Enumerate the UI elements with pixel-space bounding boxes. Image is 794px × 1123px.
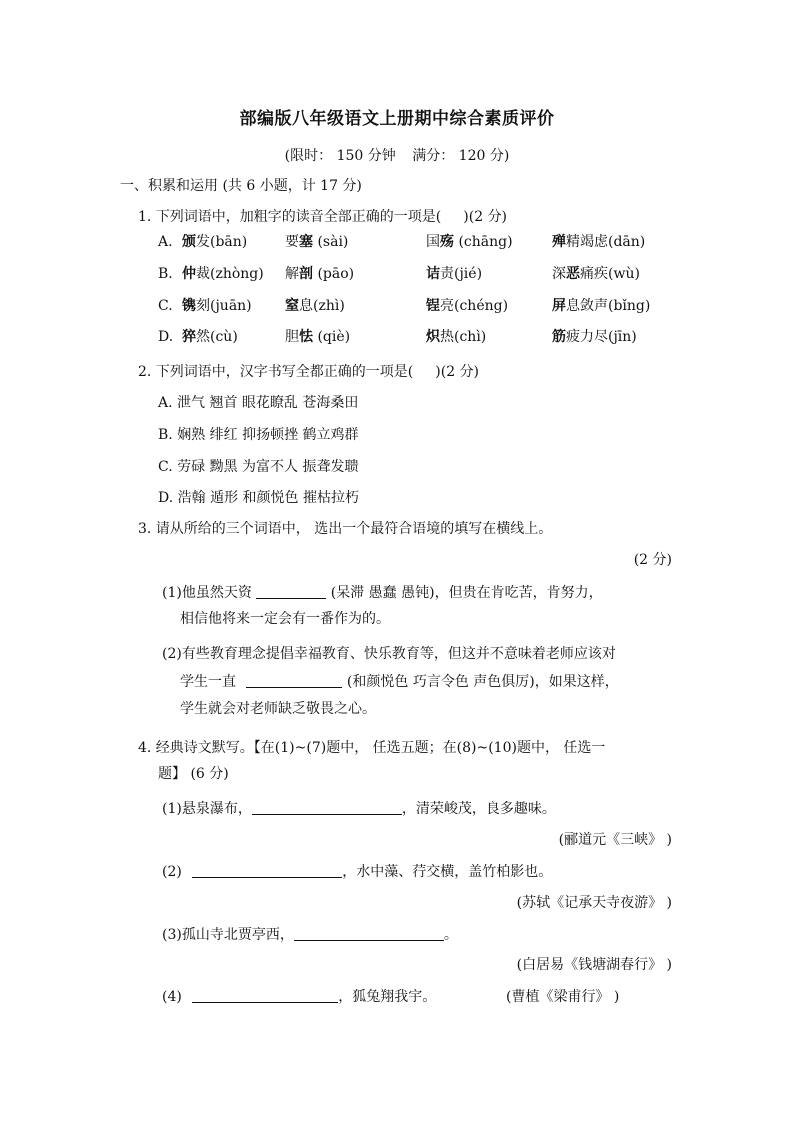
word-rest: 热(chì): [440, 329, 487, 345]
bold-character: 炽: [426, 329, 440, 345]
option-word: [426, 232, 513, 252]
word-rest: (pāo): [313, 266, 355, 282]
word-rest: 息敛声(bǐng): [566, 298, 651, 314]
option-label: D.: [158, 329, 174, 345]
question-2-option-c: C. 劳碌 黝黑 为富不人 振聋发聩: [158, 459, 359, 475]
question-4-item-1-source: (郦道元《三峡》 ): [558, 832, 672, 848]
option-word: [285, 264, 354, 284]
option-word: [426, 296, 508, 316]
section-heading: 一、积累和运用 (共 6 小题，计 17 分): [120, 178, 362, 194]
question-4-item-4-source: (曹植《梁甫行》 ): [506, 989, 620, 1005]
question-4-item-3-source: (白居易《钱塘湖春行》 ): [516, 957, 672, 973]
word-rest: 刻(juān): [196, 298, 252, 314]
option-word: [426, 327, 486, 347]
option-word: [182, 232, 247, 252]
option-word: [285, 327, 350, 347]
word-rest: (chāng): [454, 234, 513, 250]
option-label: B.: [158, 266, 173, 282]
word-rest: 然(cù): [196, 329, 238, 345]
question-4-item-3: (3)孤山寺北贾亭西， 。: [162, 927, 458, 943]
word-rest: 发(bān): [196, 234, 248, 250]
question-4-stem-line-1: 4. 经典诗文默写。【在(1)~(7)题中， 任选五题；在(8)~(10)题中， 任选一: [138, 740, 606, 756]
answer-blank[interactable]: [252, 800, 402, 815]
bold-character: 怯: [299, 329, 313, 345]
exam-info: [0, 145, 794, 165]
page-title: 部编版八年级语文上册期中综合素质评价: [239, 109, 555, 129]
word-prefix: 国: [426, 234, 440, 250]
question-2-option-b: B. 娴熟 绯红 抑扬顿挫 鹤立鸡群: [158, 427, 359, 443]
question-4-item-1: (1)悬泉瀑布， ，清荣峻茂，良多趣味。: [162, 801, 556, 817]
question-3-stem: 3. 请从所给的三个词语中， 选出一个最符合语境的填写在横线上。: [138, 521, 553, 537]
bold-character: 猝: [182, 329, 196, 345]
bold-character: 仲: [182, 266, 196, 282]
question-4-item-4: (4) ，狐兔翔我宇。: [162, 989, 437, 1005]
answer-blank[interactable]: [192, 988, 338, 1003]
full-score: 满分： 120 分): [412, 148, 510, 164]
option-word: [552, 296, 650, 316]
bold-character: 恶: [566, 266, 580, 282]
answer-blank[interactable]: [192, 863, 342, 878]
bold-character: 剖: [299, 266, 313, 282]
bold-character: 窒: [285, 298, 299, 314]
question-3-sub-1-line-2: 相信他将来一定会有一番作为的。: [180, 611, 390, 627]
question-3-sub-2-line-1: (2)有些教育理念提倡幸福教育、快乐教育等，但这并不意味着老师应该对: [162, 646, 616, 662]
option-label: C.: [158, 298, 173, 314]
word-rest: 痛疾(wù): [580, 266, 640, 282]
option-word: [285, 232, 348, 252]
question-2-option-a: A. 泄气 翘首 眼花瞭乱 苍海桑田: [158, 395, 359, 411]
bold-character: 颁: [182, 234, 196, 250]
word-rest: 裁(zhòng): [196, 266, 264, 282]
question-3-sub-2-line-2: 学生一直 (和颜悦色 巧言令色 声色俱厉)，如果这样，: [180, 674, 619, 690]
option-word: [426, 264, 482, 284]
word-rest: 精竭虑(dān): [566, 234, 646, 250]
answer-blank[interactable]: [294, 926, 444, 941]
bold-character: 镌: [182, 298, 196, 314]
word-rest: 息(zhì): [299, 298, 345, 314]
word-prefix: 解: [285, 266, 299, 282]
word-rest: 责(jié): [440, 266, 483, 282]
word-prefix: 胆: [285, 329, 299, 345]
option-word: [552, 264, 640, 284]
question-3-sub-1-line-1: (1)他虽然天资 (呆滞 愚蠢 愚钝)，但贵在肯吃苦，肯努力，: [162, 585, 603, 601]
option-word: [552, 327, 637, 347]
option-word: [182, 296, 252, 316]
bold-character: 诘: [426, 266, 440, 282]
question-3-score: (2 分): [633, 552, 672, 568]
option-label: A.: [158, 234, 173, 250]
question-4-stem-line-2: 题】 (6 分): [158, 766, 229, 782]
answer-blank[interactable]: [246, 673, 342, 688]
question-4-item-2: (2) ，水中藻、荇交横，盖竹柏影也。: [162, 864, 553, 880]
word-prefix: 要: [285, 234, 299, 250]
word-prefix: 深: [552, 266, 566, 282]
question-2-stem: 2. 下列词语中，汉字书写全都正确的一项是( )(2 分): [138, 364, 480, 380]
answer-blank[interactable]: [256, 584, 326, 599]
question-2-option-d: D. 浩翰 遁形 和颜悦色 摧枯拉朽: [158, 490, 359, 506]
word-rest: 亮(chéng): [440, 298, 509, 314]
bold-character: 锃: [426, 298, 440, 314]
question-4-item-2-source: (苏轼《记承天寺夜游》 ): [516, 895, 672, 911]
bold-character: 塞: [299, 234, 313, 250]
bold-character: 殇: [440, 234, 454, 250]
time-limit: (限时： 150 分钟: [284, 148, 396, 164]
option-word: [182, 264, 264, 284]
bold-character: 屏: [552, 298, 566, 314]
question-3-sub-2-line-3: 学生就会对老师缺乏敬畏之心。: [180, 701, 376, 717]
option-word: [182, 327, 238, 347]
bold-character: 殚: [552, 234, 566, 250]
option-word: [552, 232, 645, 252]
word-rest: (qiè): [313, 329, 351, 345]
option-word: [285, 296, 345, 316]
question-1-stem: 1. 下列词语中，加粗字的读音全部正确的一项是( )(2 分): [138, 209, 508, 225]
word-rest: 疲力尽(jīn): [566, 329, 637, 345]
bold-character: 筋: [552, 329, 566, 345]
word-rest: (sài): [313, 234, 349, 250]
